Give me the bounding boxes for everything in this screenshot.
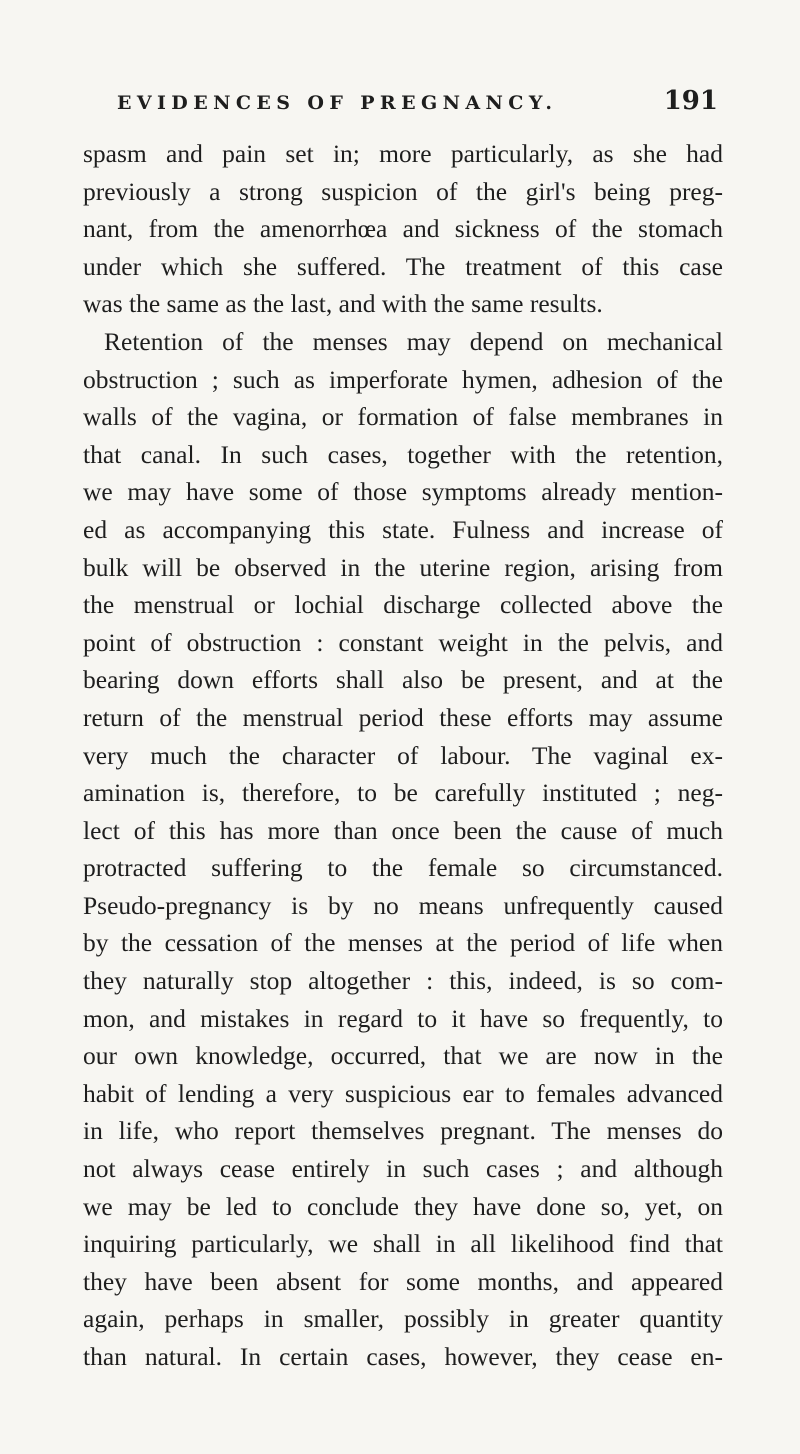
text-line: lect of this has more than once been the cause of much <box>83 815 723 845</box>
text-line: very much the character of labour. The vaginal ex- <box>83 740 723 770</box>
text-line: walls of the vagina, or formation of false membranes in <box>83 402 723 432</box>
text-line: inquiring particularly, we shall in all likelihood find that <box>83 1229 723 1259</box>
text-line: they naturally stop altogether : this, indeed, is so com- <box>83 966 723 996</box>
text-line: was the same as the last, and with the same results. <box>83 289 603 319</box>
text-line: protracted suffering to the female so circumstanced. <box>83 853 723 883</box>
body-text <box>83 135 723 1376</box>
text-line: they have been absent for some months, and appeared <box>83 1266 723 1296</box>
text-line: our own knowledge, occurred, that we are now in the <box>83 1041 723 1071</box>
text-line: by the cessation of the menses at the period of life when <box>83 928 723 958</box>
text-line: return of the menstrual period these efforts may assume <box>83 702 723 732</box>
text-line: in life, who report themselves pregnant. The menses do <box>83 1116 723 1146</box>
text-line: the menstrual or lochial discharge collected above the <box>83 590 723 620</box>
text-line: that canal. In such cases, together with the retention, <box>83 439 723 469</box>
text-line: bearing down efforts shall also be present, and at the <box>83 665 723 695</box>
text-line: again, perhaps in smaller, possibly in greater quantity <box>83 1304 723 1334</box>
running-title: EVIDENCES OF PREGNANCY. <box>117 92 558 114</box>
text-line: ed as accompanying this state. Fulness and increase of <box>83 514 723 544</box>
text-line: spasm and pain set in; more particularly, as she had <box>83 139 723 168</box>
text-line: bulk will be observed in the uterine region, arising from <box>83 552 723 582</box>
text-line: under which she suffered. The treatment of this case <box>83 251 723 281</box>
text-line: mon, and mistakes in regard to it have so frequently, to <box>83 1003 723 1033</box>
running-head <box>117 86 718 122</box>
text-line: we may have some of those symptoms already mention- <box>83 477 723 507</box>
text-line: we may be led to conclude they have done so, yet, on <box>83 1191 723 1221</box>
text-line: obstruction ; such as imperforate hymen, adhesion of the <box>83 364 723 394</box>
text-line: Pseudo-pregnancy is by no means unfrequently caused <box>83 890 723 920</box>
text-line: habit of lending a very suspicious ear to females advanced <box>83 1078 723 1108</box>
text-line: point of obstruction : constant weight in the pelvis, and <box>83 627 723 657</box>
page-number: 191 <box>663 86 718 116</box>
text-line: Retention of the menses may depend on mechanical <box>104 326 723 356</box>
text-line: previously a strong suspicion of the girl's being preg- <box>83 176 723 206</box>
text-line: amination is, therefore, to be carefully instituted ; neg- <box>83 778 723 808</box>
text-line: nant, from the amenorrhœa and sickness of the stomach <box>83 214 723 244</box>
text-line: not always cease entirely in such cases ; and although <box>83 1154 723 1184</box>
text-line: than natural. In certain cases, however, they cease en- <box>83 1342 723 1371</box>
